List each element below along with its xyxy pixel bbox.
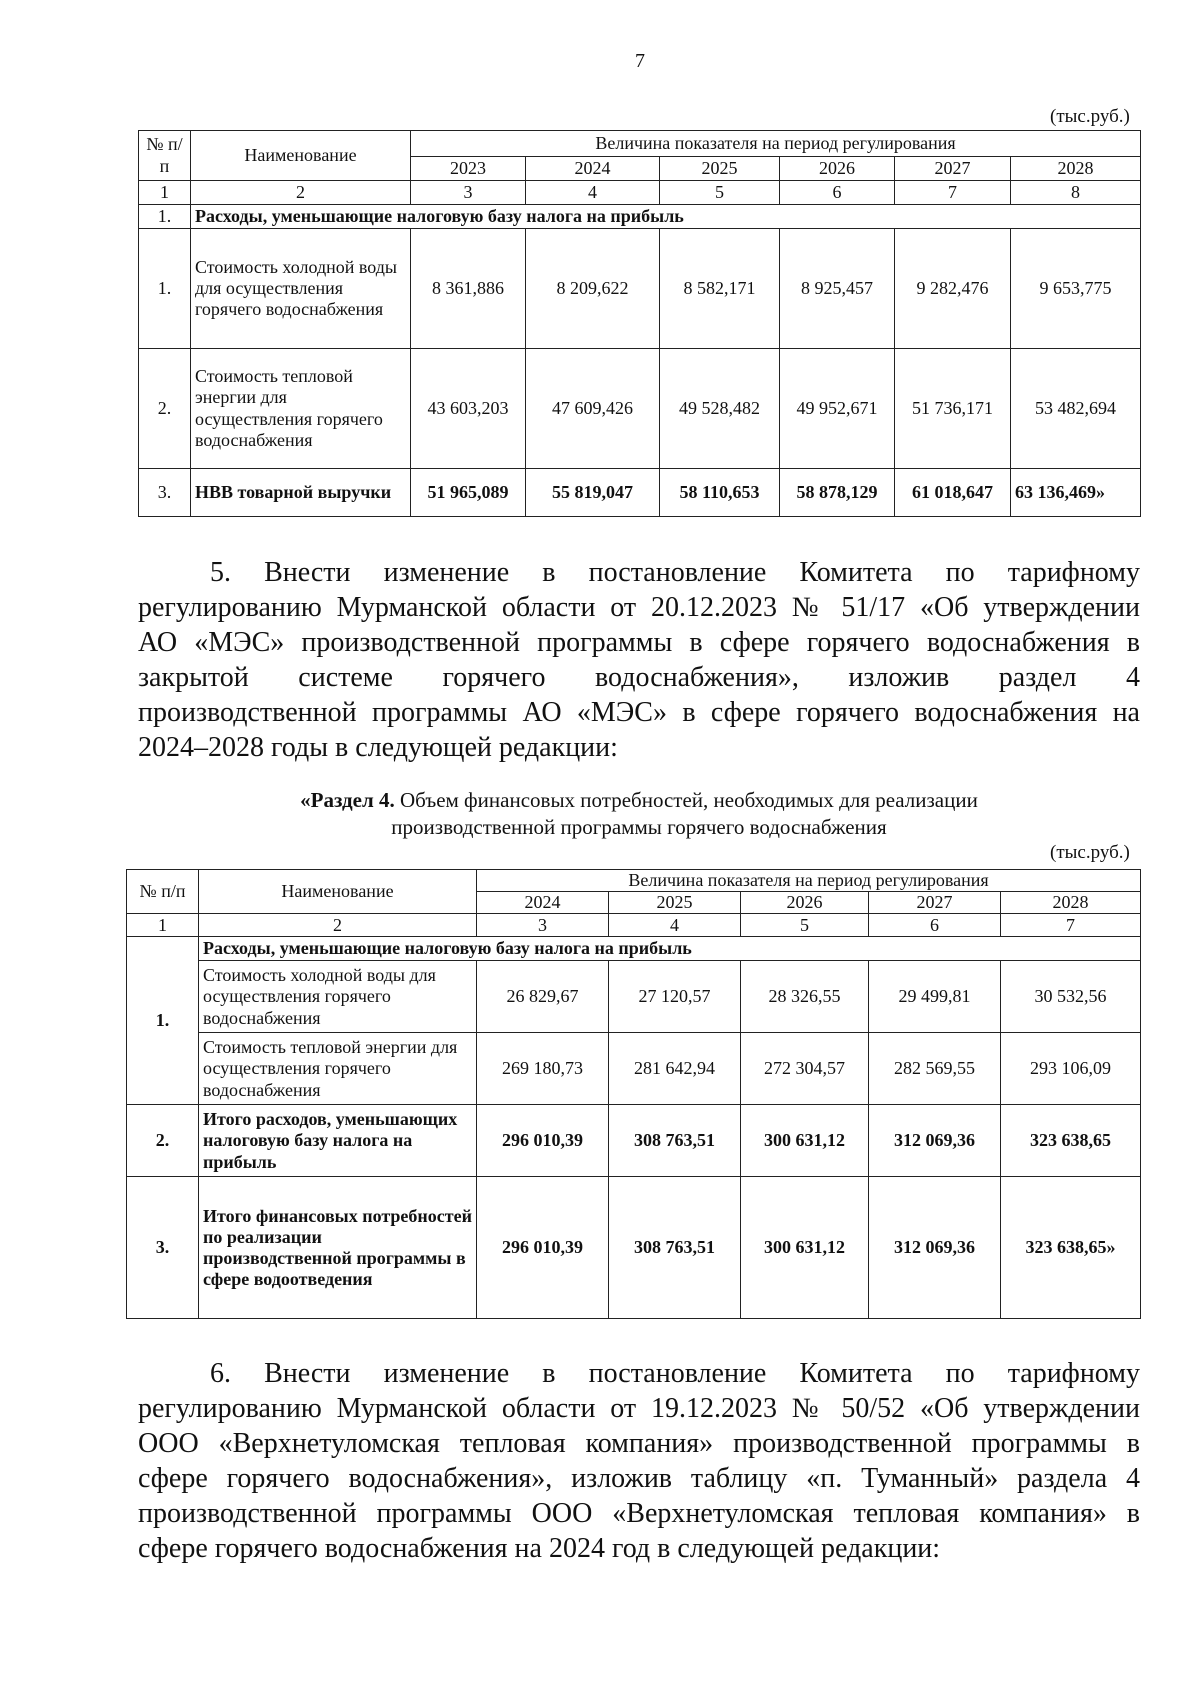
table1-index: 2 (191, 181, 411, 205)
row-value: 312 069,36 (869, 1177, 1001, 1319)
row-value: 28 326,55 (741, 961, 869, 1033)
table2-index: 6 (869, 914, 1001, 937)
row-value: 281 642,94 (609, 1033, 741, 1105)
row-value: 63 136,469» (1011, 469, 1141, 517)
paragraph-line: закрытой системе горячего водоснабжения», изложив раздел 4 (138, 662, 1140, 693)
table1-index: 4 (526, 181, 660, 205)
table1-year: 2028 (1011, 157, 1141, 181)
row-value: 9 653,775 (1011, 229, 1141, 349)
table2-year: 2028 (1001, 892, 1141, 914)
table1-section-num: 1. (139, 205, 191, 229)
paragraph-line: производственной программы ООО «Верхнетуломская тепловая компания» в (138, 1498, 1140, 1529)
table1-year: 2024 (526, 157, 660, 181)
paragraph-line: сфере горячего водоснабжения», изложив таблицу «п. Туманный» раздела 4 (138, 1463, 1140, 1494)
row-value: 8 361,886 (411, 229, 526, 349)
page-number: 7 (635, 50, 645, 72)
table-row (139, 229, 1141, 349)
paragraph-line: 5. Внести изменение в постановление Комитета по тарифному (210, 557, 1140, 588)
table1-index: 8 (1011, 181, 1141, 205)
table2-year: 2025 (609, 892, 741, 914)
table-row (127, 1177, 1141, 1319)
table1-num-header: № п/п (139, 131, 191, 181)
section-4-title (138, 787, 1140, 841)
row-num: 2. (127, 1105, 199, 1177)
table1-year: 2027 (895, 157, 1011, 181)
section-4-label: «Раздел 4. (300, 788, 395, 812)
table1-index: 6 (780, 181, 895, 205)
row-num: 3. (127, 1177, 199, 1319)
table1-index: 5 (660, 181, 780, 205)
row-name: Итого финансовых потребностей по реализации производственной программы в сфере водоотведения (199, 1177, 477, 1319)
table-row (127, 1033, 1141, 1105)
section-4-title-line: производственной программы горячего водоснабжения (391, 815, 887, 839)
table1-section-title: Расходы, уменьшающие налоговую базу налога на прибыль (191, 205, 1141, 229)
table1-year: 2023 (411, 157, 526, 181)
table-row (139, 469, 1141, 517)
table1-year: 2026 (780, 157, 895, 181)
row-value: 47 609,426 (526, 349, 660, 469)
table2-index: 4 (609, 914, 741, 937)
row-name: Стоимость тепловой энергии для осуществления горячего водоснабжения (191, 349, 411, 469)
table1-unit: (тыс.руб.) (1050, 106, 1130, 127)
paragraph-line: сфере горячего водоснабжения на 2024 год в следующей редакции: (138, 1533, 941, 1564)
table2-group-num: 1. (127, 937, 199, 1105)
row-value: 312 069,36 (869, 1105, 1001, 1177)
row-num: 3. (139, 469, 191, 517)
table1-index: 3 (411, 181, 526, 205)
row-value: 49 528,482 (660, 349, 780, 469)
table-row (127, 961, 1141, 1033)
row-value: 308 763,51 (609, 1105, 741, 1177)
row-num: 1. (139, 229, 191, 349)
paragraph-line: регулированию Мурманской области от 19.12.2023 № 50/52 «Об утверждении (138, 1393, 1140, 1424)
table2-index: 7 (1001, 914, 1141, 937)
row-value: 58 878,129 (780, 469, 895, 517)
table1-index: 7 (895, 181, 1011, 205)
table2-year: 2024 (477, 892, 609, 914)
row-name: Стоимость тепловой энергии для осуществления горячего водоснабжения (199, 1033, 477, 1105)
row-value: 9 282,476 (895, 229, 1011, 349)
row-value: 323 638,65 (1001, 1105, 1141, 1177)
table2-num-header: № п/п (127, 870, 199, 914)
row-value: 43 603,203 (411, 349, 526, 469)
row-value: 282 569,55 (869, 1033, 1001, 1105)
row-value: 296 010,39 (477, 1105, 609, 1177)
row-value: 8 209,622 (526, 229, 660, 349)
row-value: 61 018,647 (895, 469, 1011, 517)
row-value: 30 532,56 (1001, 961, 1141, 1033)
paragraph-line: производственной программы АО «МЭС» в сфере горячего водоснабжения на (138, 697, 1140, 728)
paragraph-line: 2024–2028 годы в следующей редакции: (138, 732, 618, 763)
row-value: 308 763,51 (609, 1177, 741, 1319)
row-value: 51 965,089 (411, 469, 526, 517)
row-value: 55 819,047 (526, 469, 660, 517)
table2-index: 3 (477, 914, 609, 937)
table-row (139, 349, 1141, 469)
row-value: 300 631,12 (741, 1105, 869, 1177)
row-value: 58 110,653 (660, 469, 780, 517)
row-value: 296 010,39 (477, 1177, 609, 1319)
table2-year: 2027 (869, 892, 1001, 914)
row-value: 49 952,671 (780, 349, 895, 469)
table1-year: 2025 (660, 157, 780, 181)
section-4-title-line: Объем финансовых потребностей, необходимых для реализации (400, 788, 978, 812)
row-value: 8 925,457 (780, 229, 895, 349)
table2-section-title: Расходы, уменьшающие налоговую базу налога на прибыль (199, 937, 1141, 961)
row-name: НВВ товарной выручки (191, 469, 411, 517)
paragraph-6 (138, 1356, 1140, 1566)
row-value: 323 638,65» (1001, 1177, 1141, 1319)
row-value: 293 106,09 (1001, 1033, 1141, 1105)
table2-index: 1 (127, 914, 199, 937)
paragraph-line: 6. Внести изменение в постановление Комитета по тарифному (210, 1358, 1140, 1389)
row-value: 27 120,57 (609, 961, 741, 1033)
paragraph-5 (138, 555, 1140, 765)
row-name: Стоимость холодной воды для осуществления горячего водоснабжения (199, 961, 477, 1033)
table1 (138, 130, 1141, 517)
table1-index: 1 (139, 181, 191, 205)
table2-index: 2 (199, 914, 477, 937)
paragraph-line: АО «МЭС» производственной программы в сфере горячего водоснабжения в (138, 627, 1140, 658)
paragraph-line: регулированию Мурманской области от 20.12.2023 № 51/17 «Об утверждении (138, 592, 1140, 623)
row-value: 26 829,67 (477, 961, 609, 1033)
row-value: 29 499,81 (869, 961, 1001, 1033)
table2 (126, 869, 1141, 1319)
row-value: 51 736,171 (895, 349, 1011, 469)
row-value: 269 180,73 (477, 1033, 609, 1105)
table2-index: 5 (741, 914, 869, 937)
table2-year: 2026 (741, 892, 869, 914)
row-value: 300 631,12 (741, 1177, 869, 1319)
table2-unit: (тыс.руб.) (1050, 842, 1130, 863)
row-value: 272 304,57 (741, 1033, 869, 1105)
table-row (127, 1105, 1141, 1177)
row-name: Итого расходов, уменьшающих налоговую базу налога на прибыль (199, 1105, 477, 1177)
row-value: 8 582,171 (660, 229, 780, 349)
table2-period-header: Величина показателя на период регулирования (477, 870, 1141, 892)
table2-name-header: Наименование (199, 870, 477, 914)
paragraph-line: ООО «Верхнетуломская тепловая компания» производственной программы в (138, 1428, 1140, 1459)
table1-period-header: Величина показателя на период регулирования (411, 131, 1141, 157)
table1-name-header: Наименование (191, 131, 411, 181)
row-name: Стоимость холодной воды для осуществления горячего водоснабжения (191, 229, 411, 349)
row-num: 2. (139, 349, 191, 469)
row-value: 53 482,694 (1011, 349, 1141, 469)
